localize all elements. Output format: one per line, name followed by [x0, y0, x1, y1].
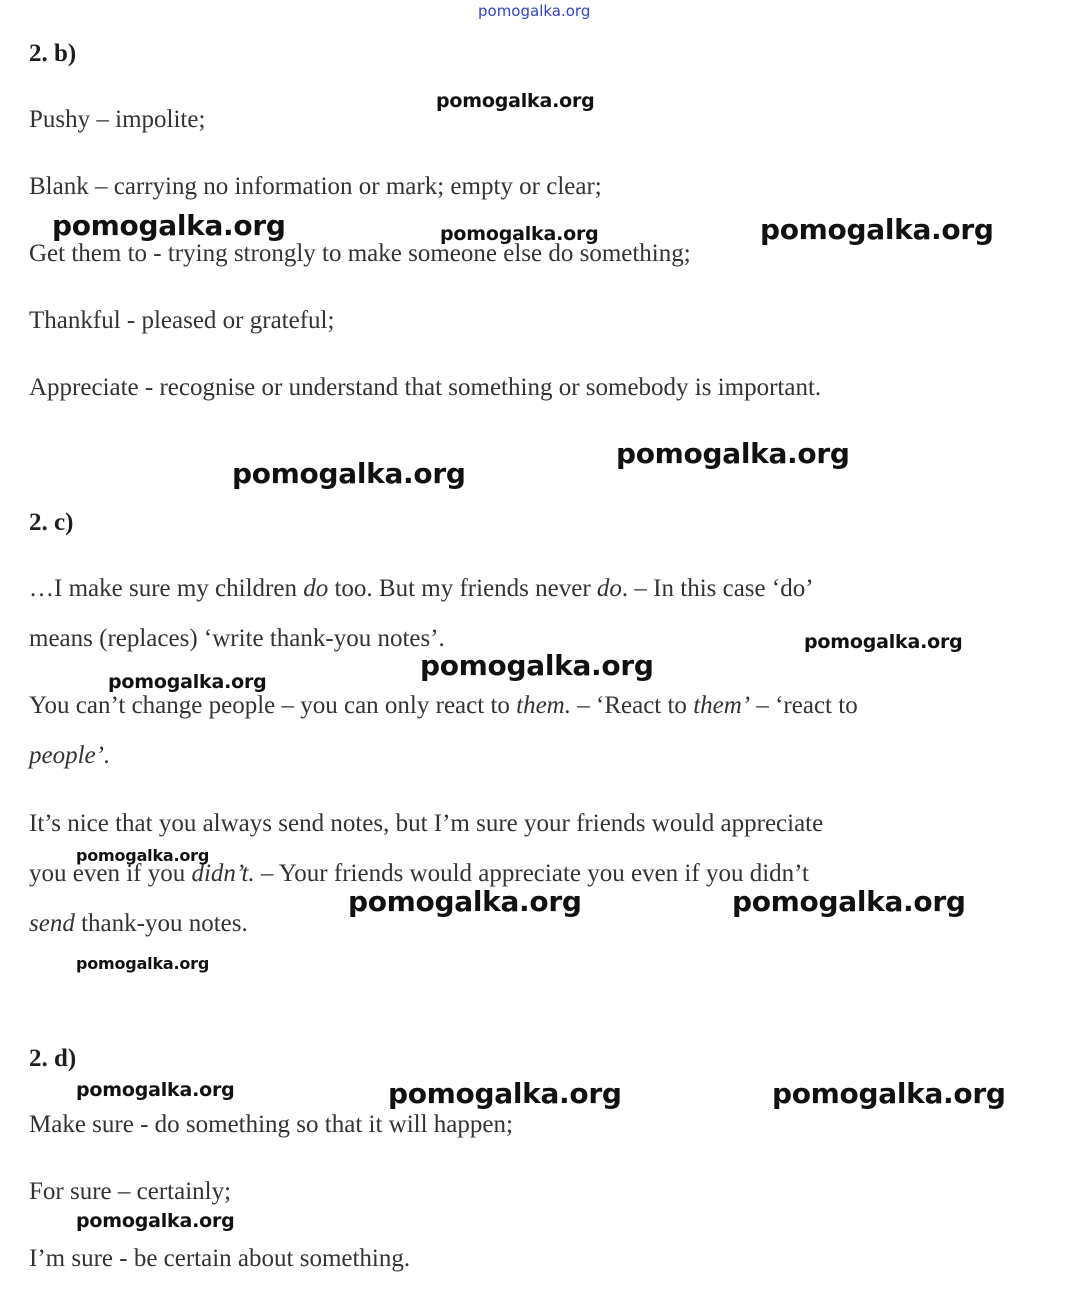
definition-line: For sure – certainly; — [29, 1178, 232, 1205]
paragraph-line: people’. — [29, 742, 111, 769]
definition-line: I’m sure - be certain about something. — [29, 1245, 411, 1272]
paragraph-line: you even if you didn’t. – Your friends would appreciate you even if you didn’t — [29, 860, 809, 887]
watermark: pomogalka.org — [732, 885, 966, 918]
watermark: pomogalka.org — [52, 209, 286, 242]
watermark: pomogalka.org — [348, 885, 582, 918]
watermark: pomogalka.org — [436, 90, 595, 112]
header-site-link[interactable]: pomogalka.org — [478, 2, 591, 20]
paragraph-line: send thank-you notes. — [29, 910, 248, 937]
watermark: pomogalka.org — [108, 671, 267, 693]
watermark: pomogalka.org — [76, 1079, 235, 1101]
watermark: pomogalka.org — [804, 631, 963, 653]
section-b-heading: 2. b) — [29, 40, 77, 67]
watermark: pomogalka.org — [760, 213, 994, 246]
watermark: pomogalka.org — [76, 1210, 235, 1232]
watermark: pomogalka.org — [388, 1077, 622, 1110]
watermark: pomogalka.org — [420, 649, 654, 682]
watermark: pomogalka.org — [772, 1077, 1006, 1110]
watermark: pomogalka.org — [440, 223, 599, 245]
watermark: pomogalka.org — [76, 954, 210, 973]
definition-line: Thankful - pleased or grateful; — [29, 307, 335, 334]
definition-line: Pushy – impolite; — [29, 106, 206, 133]
section-c-heading: 2. c) — [29, 509, 74, 536]
section-d-heading: 2. d) — [29, 1045, 77, 1072]
watermark: pomogalka.org — [616, 437, 850, 470]
watermark: pomogalka.org — [76, 846, 210, 865]
paragraph-line: means (replaces) ‘write thank-you notes’. — [29, 625, 445, 652]
definition-line: Blank – carrying no information or mark; empty or clear; — [29, 173, 602, 200]
watermark: pomogalka.org — [232, 457, 466, 490]
definition-line: Appreciate - recognise or understand that something or somebody is important. — [29, 374, 822, 401]
paragraph-line: It’s nice that you always send notes, but I’m sure your friends would appreciate — [29, 810, 824, 837]
definition-line: Get them to - trying strongly to make someone else do something; — [29, 240, 691, 267]
paragraph-line: …I make sure my children do too. But my friends never do. – In this case ‘do’ — [29, 575, 814, 602]
definition-line: Make sure - do something so that it will happen; — [29, 1111, 513, 1138]
paragraph-line: You can’t change people – you can only react to them. – ‘React to them’ – ‘react to — [29, 692, 858, 719]
